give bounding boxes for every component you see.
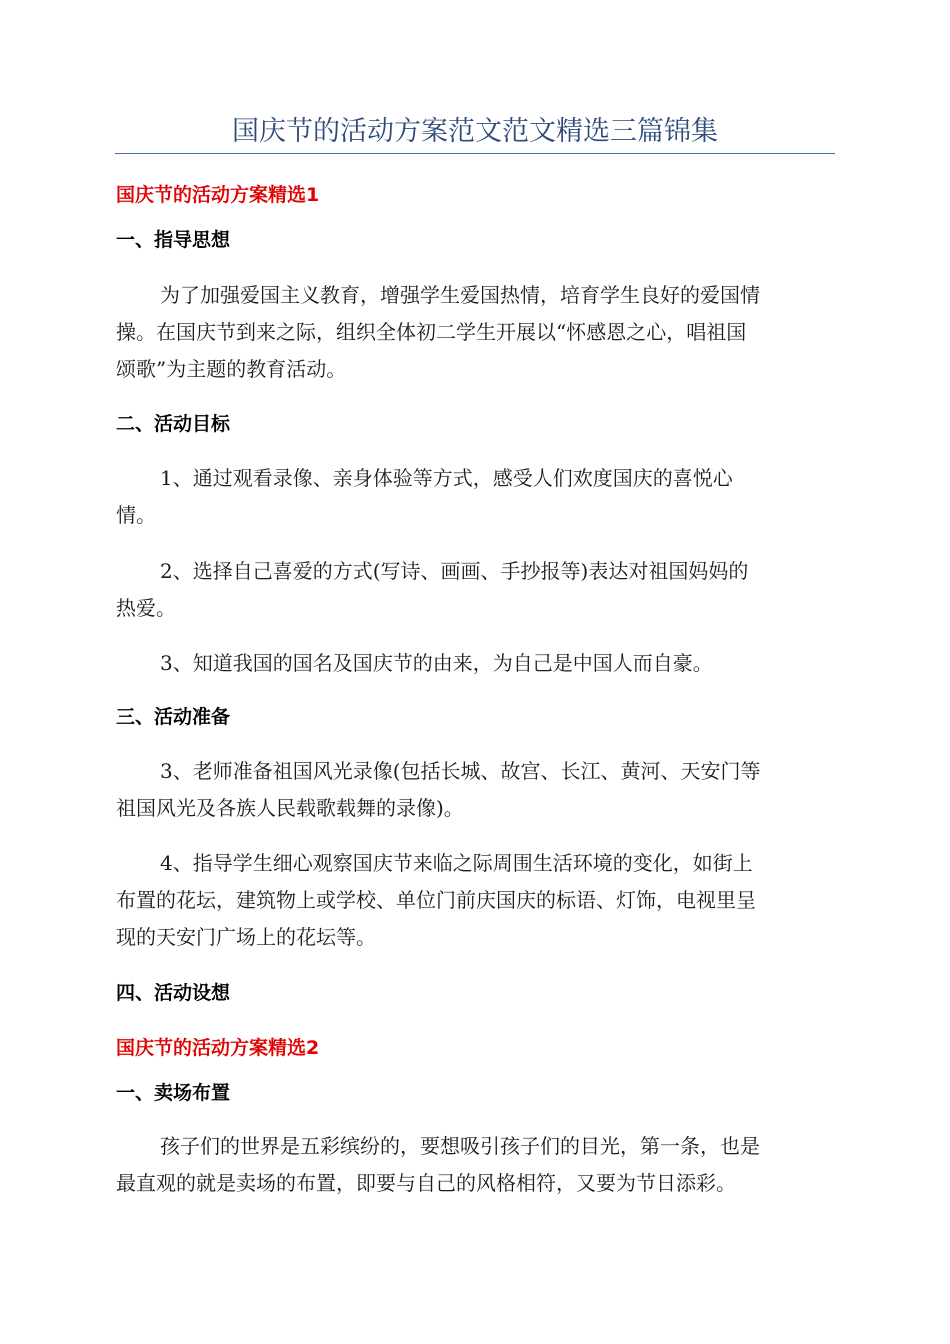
- text-line: 3、知道我国的国名及国庆节的由来，为自己是中国人而自豪。: [160, 651, 713, 675]
- text-line: 2、选择自己喜爱的方式(写诗、画画、手抄报等)表达对祖国妈妈的: [160, 559, 749, 583]
- section-1-heading: 国庆节的活动方案精选1: [116, 184, 320, 206]
- heading-activity-prep: 三、活动准备: [116, 706, 231, 728]
- paragraph-goal-3: [116, 645, 836, 682]
- text-line: 4、指导学生细心观察国庆节来临之际周围生活环境的变化，如街上: [160, 851, 753, 875]
- text-line: 最直观的就是卖场的布置，即要与自己的风格相符，又要为节日添彩。: [116, 1171, 736, 1195]
- paragraph-guiding-thought: [116, 277, 836, 388]
- text-line: 现的天安门广场上的花坛等。: [116, 925, 376, 949]
- text-line: 布置的花坛，建筑物上或学校、单位门前庆国庆的标语、灯饰，电视里呈: [116, 888, 756, 912]
- text-line: 3、老师准备祖国风光录像(包括长城、故宫、长江、黄河、天安门等: [160, 759, 761, 783]
- heading-activity-plan: 四、活动设想: [116, 982, 231, 1004]
- paragraph-prep-2: [116, 845, 836, 956]
- section-2-heading: 国庆节的活动方案精选2: [116, 1037, 320, 1059]
- text-line: 祖国风光及各族人民载歌载舞的录像)。: [116, 796, 464, 820]
- document-title: 国庆节的活动方案范文范文精选三篇锦集: [232, 116, 718, 147]
- text-line: 孩子们的世界是五彩缤纷的，要想吸引孩子们的目光，第一条，也是: [160, 1134, 760, 1158]
- text-line: 热爱。: [116, 596, 176, 620]
- title-underline: [115, 153, 835, 154]
- heading-activity-goals: 二、活动目标: [116, 413, 231, 435]
- text-line: 颂歌”为主题的教育活动。: [116, 357, 347, 381]
- text-line: 1、通过观看录像、亲身体验等方式，感受人们欢度国庆的喜悦心: [160, 466, 733, 490]
- paragraph-prep-1: [116, 753, 836, 827]
- heading-store-layout: 一、卖场布置: [116, 1082, 231, 1104]
- heading-guiding-thought: 一、指导思想: [116, 229, 231, 251]
- paragraph-goal-1: [116, 460, 836, 534]
- paragraph-goal-2: [116, 553, 836, 627]
- text-line: 情。: [116, 503, 156, 527]
- text-line: 操。在国庆节到来之际，组织全体初二学生开展以“怀感恩之心，唱祖国: [116, 320, 747, 344]
- paragraph-store-layout: [116, 1128, 836, 1202]
- text-line: 为了加强爱国主义教育，增强学生爱国热情，培育学生良好的爱国情: [160, 283, 760, 307]
